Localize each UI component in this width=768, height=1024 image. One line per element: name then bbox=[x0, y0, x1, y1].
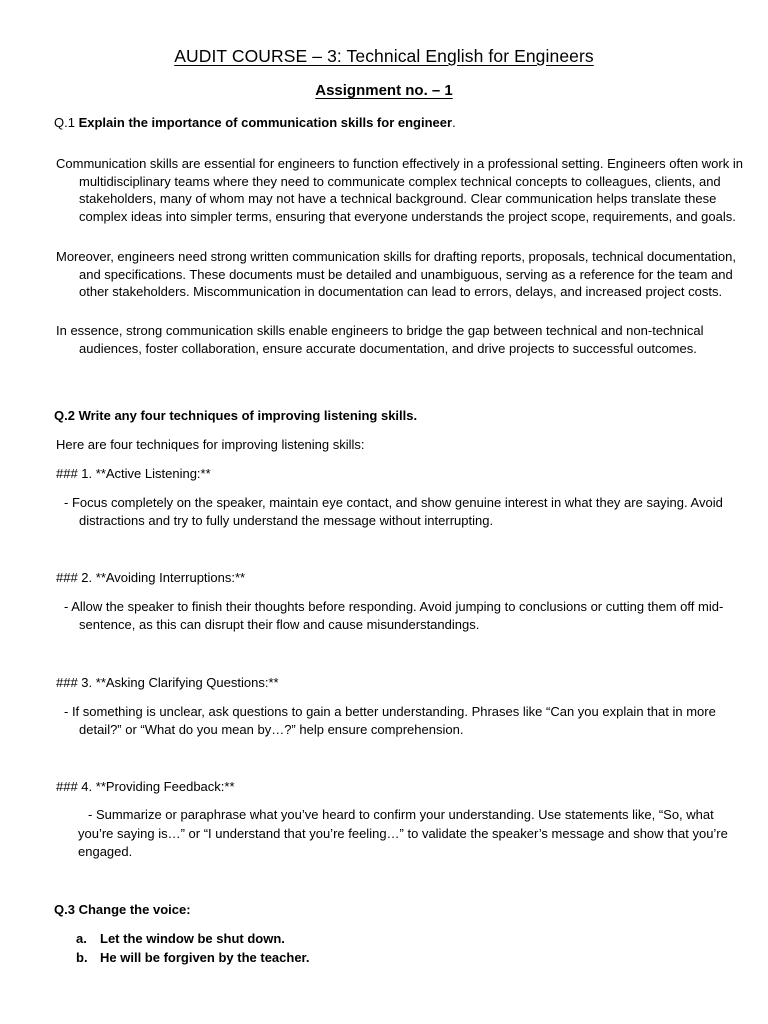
question-1-period: . bbox=[452, 115, 456, 130]
technique-description: - Allow the speaker to finish their thoughts before responding. Avoid jumping to conclusions or cutting them off mid-sentence, as this can disrupt their flow and cause misunderstandings. bbox=[64, 599, 724, 632]
question-1-number: Q.1 bbox=[54, 115, 75, 130]
technique-heading: ### 2. **Avoiding Interruptions:** bbox=[56, 570, 246, 585]
q1-answer-paragraph: Moreover, engineers need strong written communication skills for drafting reports, proposals, technical documentation, and specifications. These documents must be detailed and unambiguous, serving as a reference for the team and other stakeholders. Miscommunication in documentation can lead to errors, delays, and increased project costs. bbox=[56, 249, 736, 299]
q3-list-item bbox=[76, 931, 285, 946]
question-3: Q.3 Change the voice: bbox=[54, 902, 191, 917]
list-item-text: He will be forgiven by the teacher. bbox=[100, 950, 310, 965]
q3-list-item bbox=[76, 950, 310, 965]
technique-description: - If something is unclear, ask questions to gain a better understanding. Phrases like “Can you explain that in more detail?” or “What do you mean by…?” help ensure comprehension. bbox=[64, 704, 716, 737]
list-item-text: Let the window be shut down. bbox=[100, 931, 285, 946]
technique-heading: ### 1. **Active Listening:** bbox=[56, 466, 211, 481]
q1-answer-paragraph: In essence, strong communication skills enable engineers to bridge the gap between technical and non-technical audiences, foster collaboration, ensure accurate documentation, and drive projects to successful outcomes. bbox=[56, 323, 704, 356]
question-2: Q.2 Write any four techniques of improving listening skills. bbox=[54, 408, 418, 423]
technique-description: - Summarize or paraphrase what you’ve heard to confirm your understanding. Use statements like, “So, what you’re saying is…” or “I understand that you’re feeling…” to validate the speaker’s message and show that you’re engaged. bbox=[78, 807, 728, 859]
document-title: AUDIT COURSE – 3: Technical English for Engineers bbox=[174, 46, 594, 66]
q2-intro: Here are four techniques for improving listening skills: bbox=[56, 437, 365, 452]
question-1-text: Explain the importance of communication skills for engineer bbox=[78, 115, 453, 130]
assignment-heading: Assignment no. – 1 bbox=[315, 82, 453, 99]
list-marker: a. bbox=[76, 931, 87, 946]
q1-answer-paragraph: Communication skills are essential for engineers to function effectively in a professional setting. Engineers often work in multidisciplinary teams where they need to communicate complex technical concepts to colleagues, clients, and stakeholders, many of whom may not have a technical background. Clear communication helps translate these complex ideas into simpler terms, ensuring that everyone understands the project scope, requirements, and goals. bbox=[56, 156, 743, 224]
technique-description: - Focus completely on the speaker, maintain eye contact, and show genuine interest in what they are saying. Avoid distractions and try to fully understand the message without interrupting. bbox=[64, 495, 723, 528]
list-marker: b. bbox=[76, 950, 88, 965]
question-1 bbox=[54, 115, 456, 130]
technique-heading: ### 3. **Asking Clarifying Questions:** bbox=[56, 675, 279, 690]
technique-heading: ### 4. **Providing Feedback:** bbox=[56, 779, 235, 794]
